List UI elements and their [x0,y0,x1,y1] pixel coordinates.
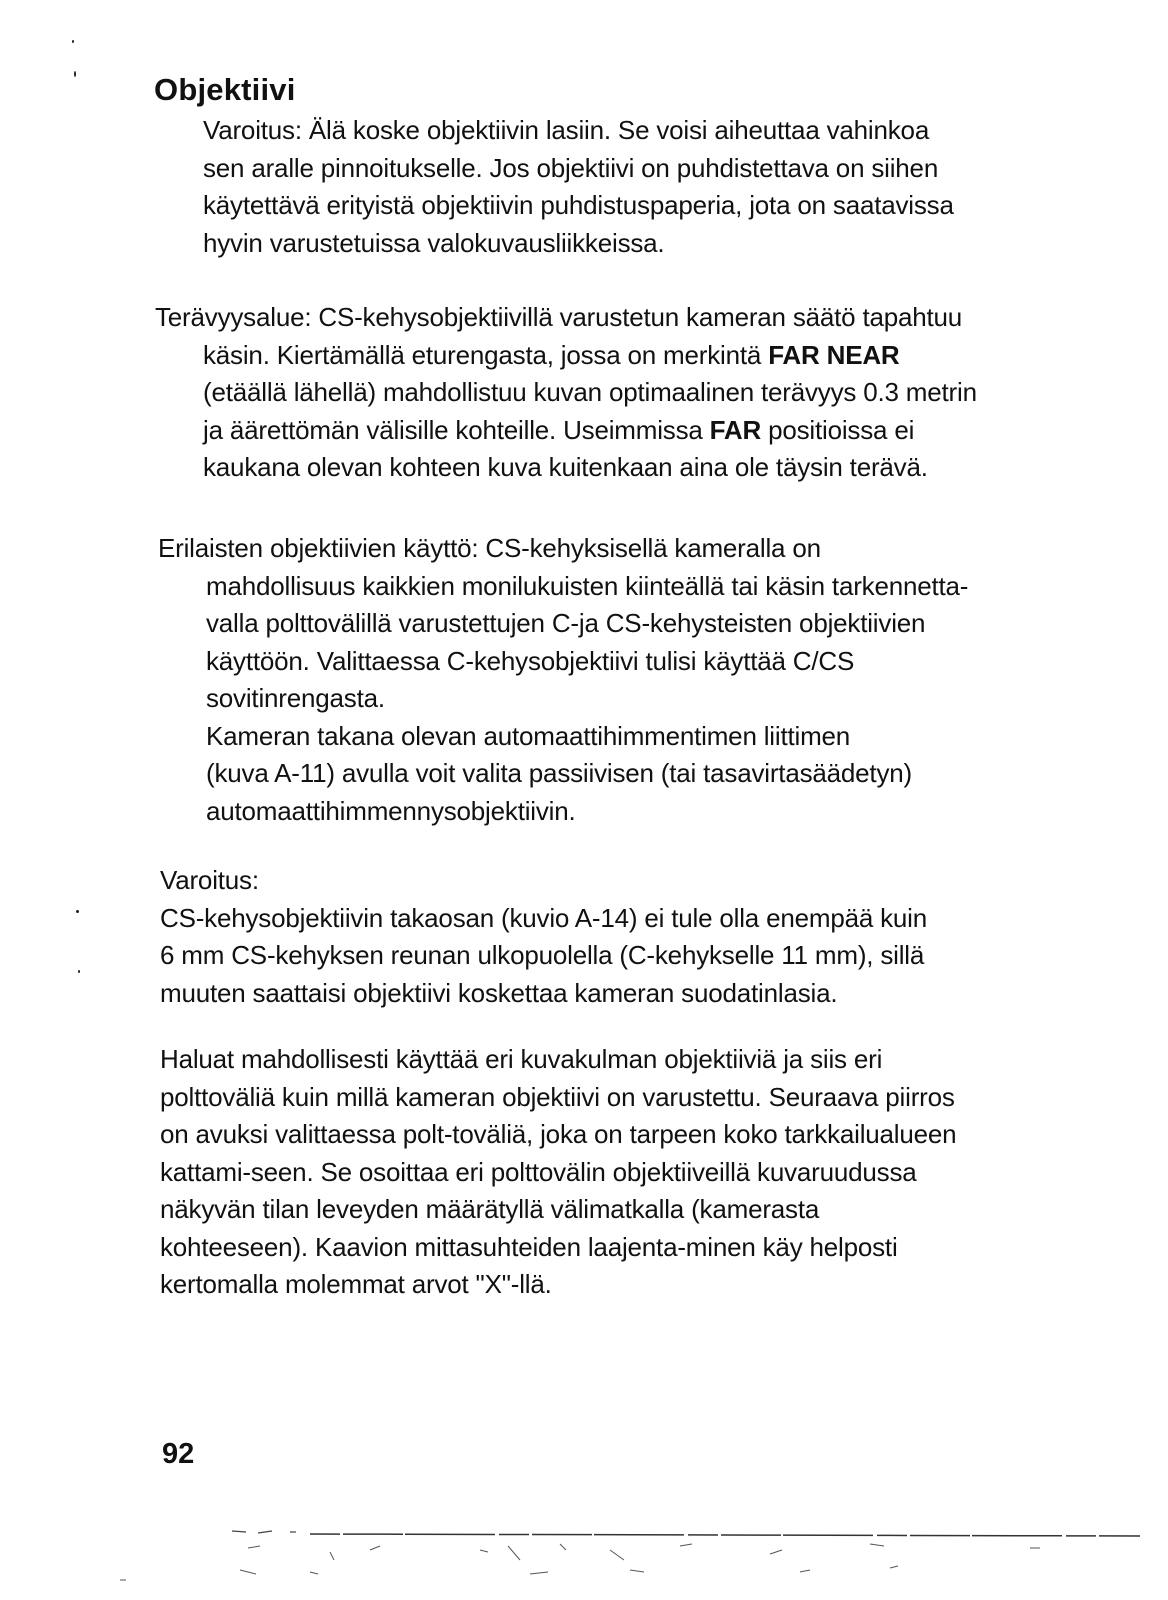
text-segment: positioissa ei [761,414,915,445]
text-line: kattami-seen. Se osoittaa eri polttovälin objektiiveillä kuvaruudussa [160,1156,917,1187]
text-line: valla polttovälillä varustettujen C-ja CS-kehysteisten objektiivien [206,608,926,638]
text-line: kaukana olevan kohteen kuva kuitenkaan aina ole täysin terävä. [203,452,928,482]
bold-term-far: FAR [709,414,762,445]
text-line: Haluat mahdollisesti käyttää eri kuvakulman objektiiviä ja siis eri [160,1044,883,1074]
text-line: automaattihimmennysobjektiivin. [206,795,576,826]
text-line: (etäällä lähellä) mahdollistuu kuvan optimaalinen terävyys 0.3 metrin [203,377,977,407]
text-line: kohteeseen). Kaavion mittasuhteiden laajenta-minen käy helposti [160,1231,898,1262]
text-line: on avuksi valittaessa polt-toväliä, joka on tarpeen koko tarkkailualueen [160,1119,957,1149]
text-line: sen aralle pinnoitukselle. Jos objektiivi on puhdistettava on siihen [203,152,939,183]
scan-speck [72,40,74,43]
bold-term-far-near: FAR NEAR [768,339,900,370]
text-line: näkyvän tilan leveyden määrätyllä välimatkalla (kamerasta [160,1194,820,1224]
scan-speck [78,970,80,973]
text-segment: ja äärettömän välisille kohteille. Useimmissa [203,414,710,445]
text-line: polttoväliä kuin millä kameran objektiivi on varustettu. Seuraava piirros [160,1081,955,1112]
text-line: CS-kehysobjektiivin takaosan (kuvio A-14) ei tule olla enempää kuin [160,902,928,933]
text-line [155,337,977,375]
scan-speck [74,71,76,77]
text-line: (kuva A-11) avulla voit valita passiivisen (tai tasavirtasäädetyn) [206,758,912,788]
paragraph-varoitus [160,862,927,1012]
text-line: käyttöön. Valittaessa C-kehysobjektiivi tulisi käyttää C/CS [206,645,855,676]
text-line: 6 mm CS-kehyksen reunan ulkopuolella (C-kehykselle 11 mm), sillä [160,940,925,970]
text-segment: käsin. Kiertämällä eturengasta, jossa on merkintä [203,339,769,370]
paragraph-objektiivi [203,112,954,262]
text-line: Varoitus: [160,865,259,895]
text-line: sovitinrengasta. [206,683,385,713]
text-line: Varoitus: Älä koske objektiivin lasiin. Se voisi aiheuttaa vahinkoa [203,115,930,145]
scan-speck [76,910,79,913]
paragraph-haluat [160,1041,956,1304]
text-line: Erilaisten objektiivien käyttö: CS-kehyksisellä kameralla on [158,533,821,563]
text-line: käytettävä erityistä objektiivin puhdistuspaperia, jota on saatavissa [203,190,954,220]
paragraph-erilaisten [158,530,968,830]
text-line: muuten saattaisi objektiivi koskettaa kameran suodatinlasia. [160,977,838,1008]
page-number: 92 [162,1438,195,1470]
scan-edge-artifact [0,1500,1168,1600]
text-line: kertomalla molemmat arvot "X"-llä. [160,1269,552,1299]
text-line: hyvin varustetuissa valokuvausliikkeissa. [203,227,665,258]
paragraph-teravyysalue [155,299,977,487]
text-line: mahdollisuus kaikkien monilukuisten kiinteällä tai käsin tarkennetta- [206,570,969,601]
text-line: Kameran takana olevan automaattihimmentimen liittimen [206,720,851,751]
text-line: Terävyysalue: CS-kehysobjektiivillä varustetun kameran säätö tapahtuu [155,302,963,332]
text-line [155,412,977,450]
page-heading: Objektiivi [154,72,296,107]
